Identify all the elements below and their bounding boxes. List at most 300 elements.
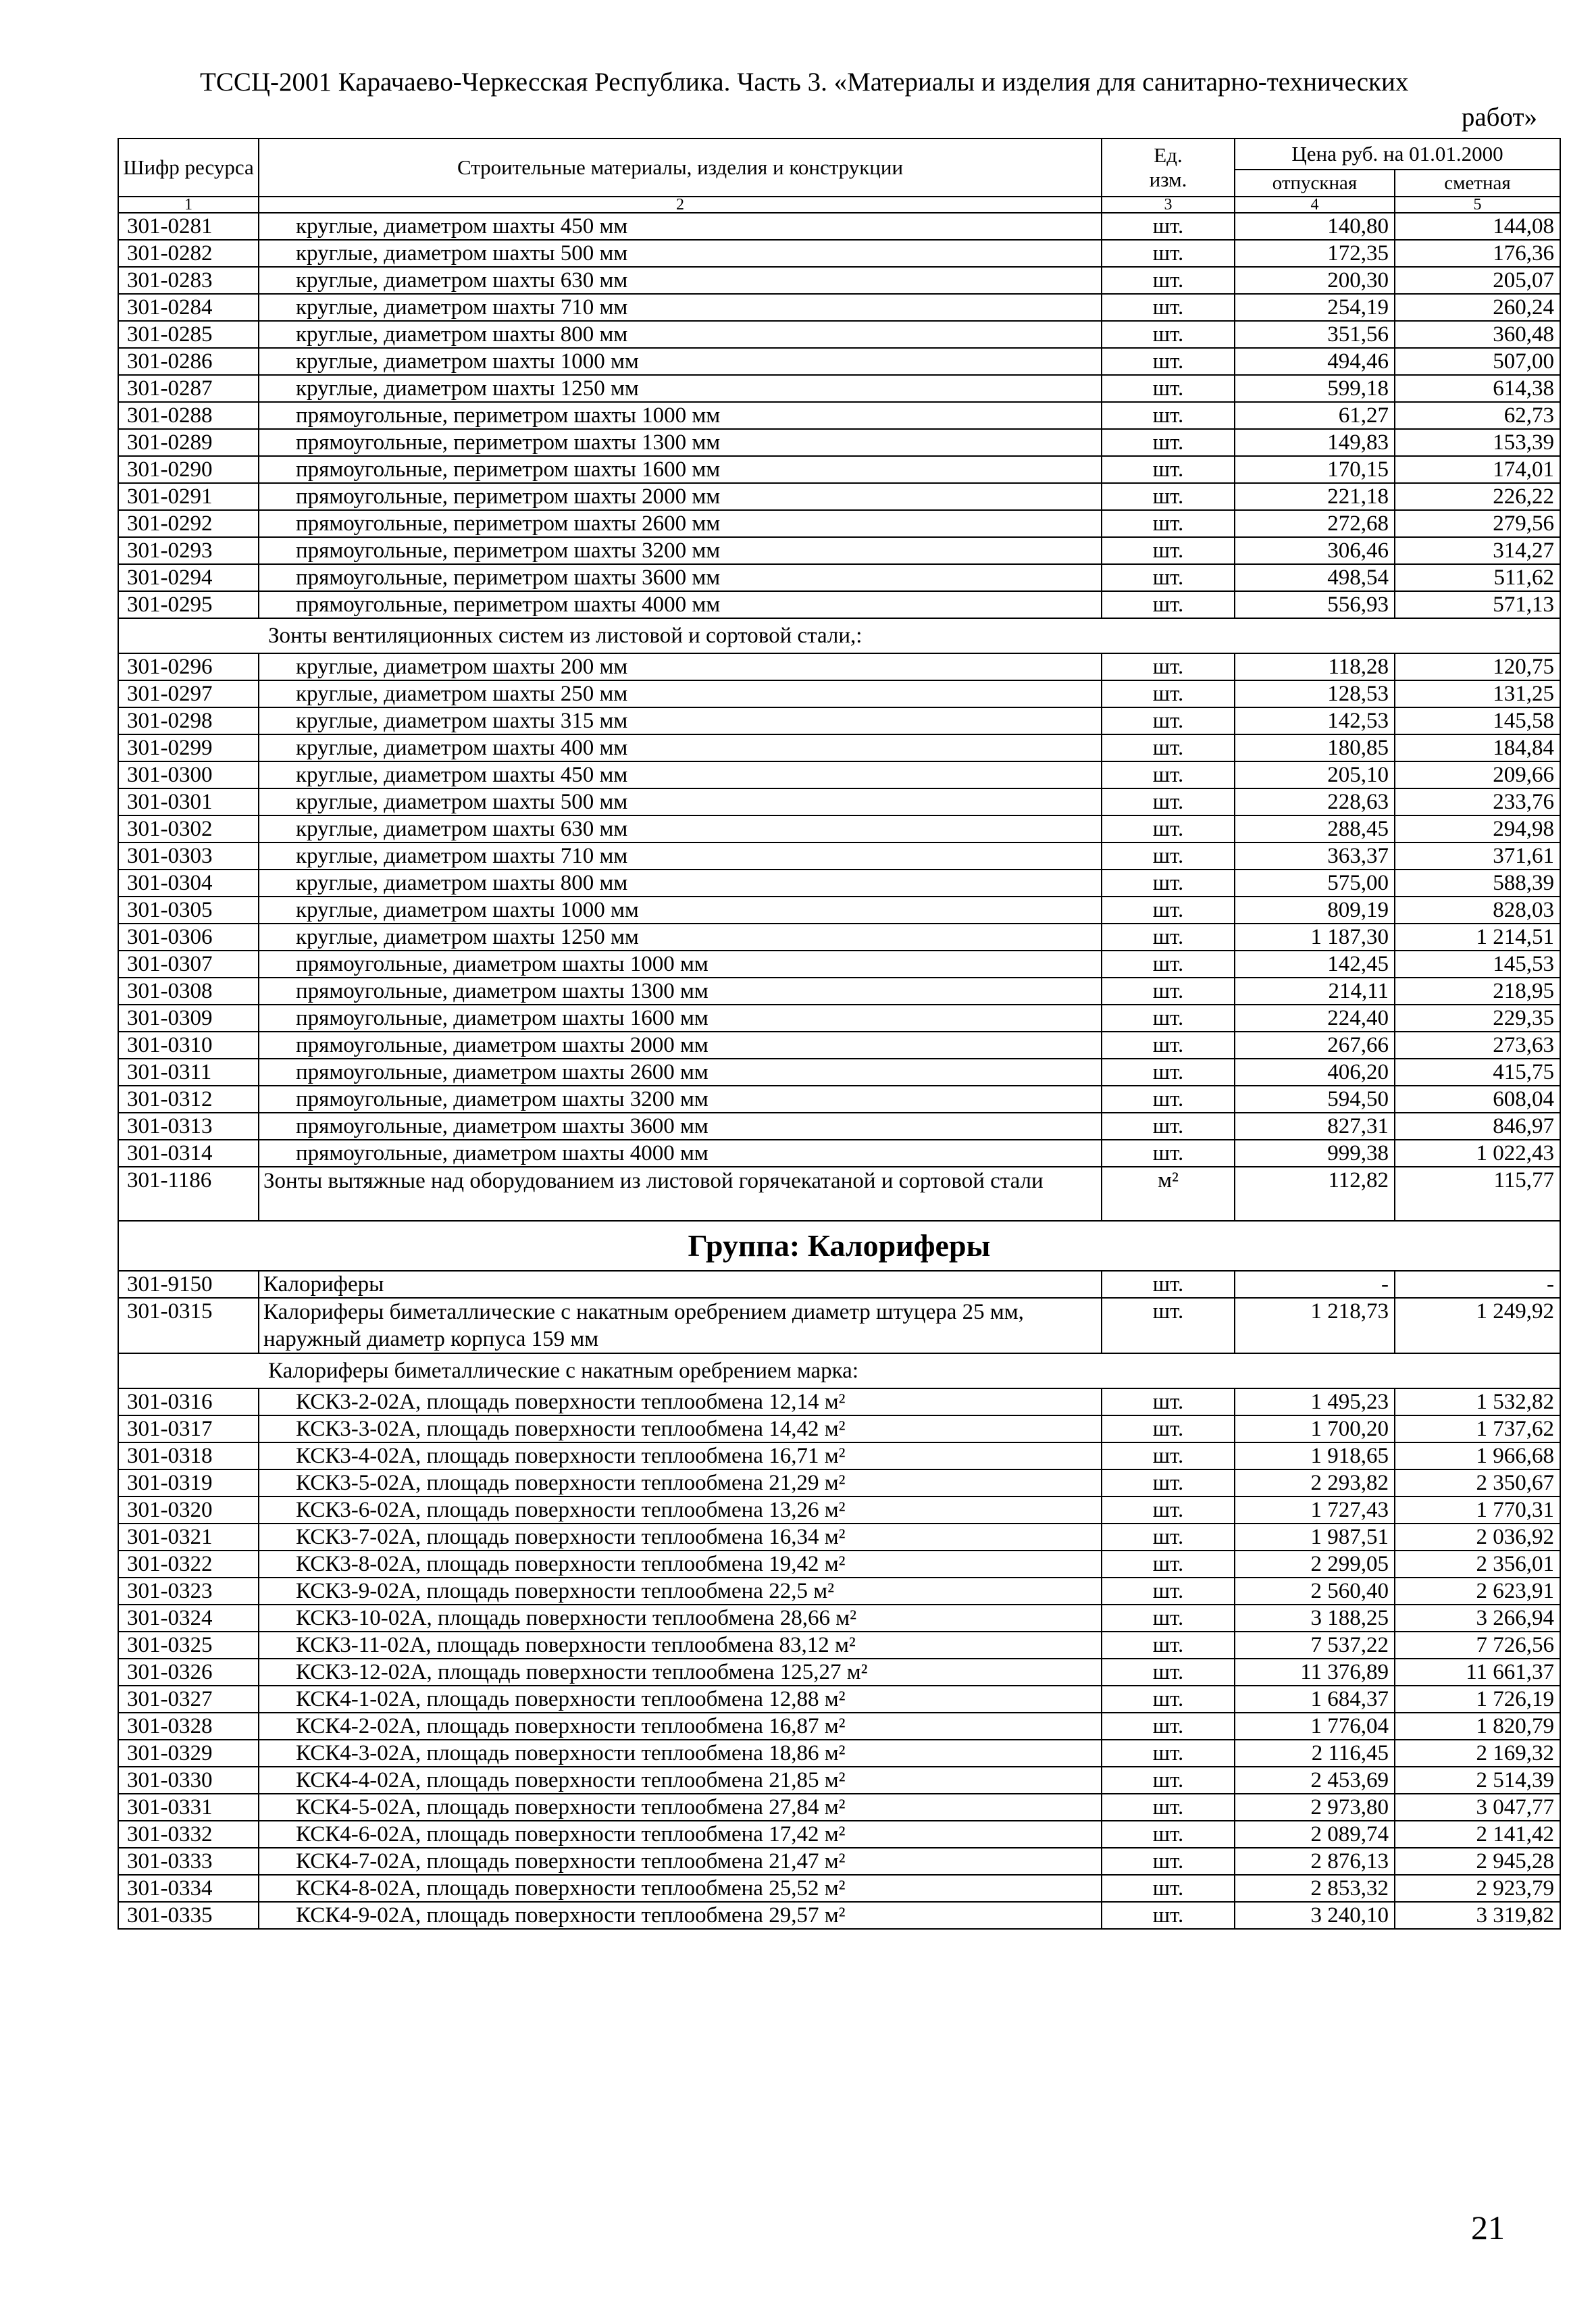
header-title-line1: ТССЦ-2001 Карачаево-Черкесская Республика. Часть 3. «Материалы и изделия для санитарно-технических xyxy=(200,68,1409,97)
release-price: 140,80 xyxy=(1235,213,1395,240)
release-price: 221,18 xyxy=(1235,483,1395,510)
release-price: 254,19 xyxy=(1235,294,1395,321)
item-name: КСК4-1-02А, площадь поверхности теплообмена 12,88 м² xyxy=(259,1686,1102,1713)
col-header-release: отпускная xyxy=(1235,170,1395,197)
resource-code: 301-0321 xyxy=(118,1524,259,1551)
resource-code: 301-0303 xyxy=(118,842,259,870)
section-row xyxy=(118,618,1560,653)
release-price: 2 299,05 xyxy=(1235,1551,1395,1578)
table-row xyxy=(118,1632,1560,1659)
table-row xyxy=(118,1740,1560,1767)
estimate-price: 1 726,19 xyxy=(1395,1686,1560,1713)
resource-code: 301-0329 xyxy=(118,1740,259,1767)
item-name: круглые, диаметром шахты 630 мм xyxy=(259,267,1102,294)
table-row xyxy=(118,1415,1560,1442)
table-header xyxy=(118,139,1560,213)
item-name: круглые, диаметром шахты 315 мм xyxy=(259,707,1102,734)
table-row xyxy=(118,1821,1560,1848)
table-row xyxy=(118,402,1560,429)
table-row xyxy=(118,951,1560,978)
table-row xyxy=(118,1298,1560,1353)
table-row xyxy=(118,564,1560,591)
table-row xyxy=(118,1686,1560,1713)
table-row xyxy=(118,1442,1560,1469)
estimate-price: 846,97 xyxy=(1395,1113,1560,1140)
table-row xyxy=(118,1578,1560,1605)
item-name: прямоугольные, периметром шахты 1600 мм xyxy=(259,456,1102,483)
resource-code: 301-0285 xyxy=(118,321,259,348)
estimate-price: 1 249,92 xyxy=(1395,1298,1560,1353)
estimate-price: 115,77 xyxy=(1395,1167,1560,1221)
estimate-price: 571,13 xyxy=(1395,591,1560,618)
resource-code: 301-0324 xyxy=(118,1605,259,1632)
page-header xyxy=(200,65,1537,135)
resource-code: 301-0289 xyxy=(118,429,259,456)
unit-cell: шт. xyxy=(1102,1442,1235,1469)
resource-code: 301-0316 xyxy=(118,1388,259,1415)
estimate-price: 511,62 xyxy=(1395,564,1560,591)
resource-code: 301-0296 xyxy=(118,653,259,680)
unit-cell: шт. xyxy=(1102,1821,1235,1848)
unit-cell: шт. xyxy=(1102,815,1235,842)
unit-cell: шт. xyxy=(1102,321,1235,348)
col-number-5: 5 xyxy=(1395,197,1560,213)
table-row xyxy=(118,483,1560,510)
item-name: круглые, диаметром шахты 500 мм xyxy=(259,240,1102,267)
release-price: 3 240,10 xyxy=(1235,1902,1395,1929)
estimate-price: 415,75 xyxy=(1395,1059,1560,1086)
unit-cell: шт. xyxy=(1102,1659,1235,1686)
unit-cell: шт. xyxy=(1102,1632,1235,1659)
item-name: круглые, диаметром шахты 1250 мм xyxy=(259,924,1102,951)
table-body xyxy=(118,213,1560,1929)
unit-cell: шт. xyxy=(1102,591,1235,618)
resource-code: 301-0283 xyxy=(118,267,259,294)
release-price: 827,31 xyxy=(1235,1113,1395,1140)
table-row xyxy=(118,1496,1560,1524)
item-name: КСК3-4-02А, площадь поверхности теплообмена 16,71 м² xyxy=(259,1442,1102,1469)
item-name: прямоугольные, диаметром шахты 4000 мм xyxy=(259,1140,1102,1167)
estimate-price: 2 514,39 xyxy=(1395,1767,1560,1794)
unit-cell: шт. xyxy=(1102,924,1235,951)
resource-code: 301-0313 xyxy=(118,1113,259,1140)
col-number-1: 1 xyxy=(118,197,259,213)
item-name: круглые, диаметром шахты 1250 мм xyxy=(259,375,1102,402)
table-row xyxy=(118,537,1560,564)
table-row xyxy=(118,870,1560,897)
resource-code: 301-0307 xyxy=(118,951,259,978)
table-row xyxy=(118,1005,1560,1032)
item-name: КСК3-11-02А, площадь поверхности теплообмена 83,12 м² xyxy=(259,1632,1102,1659)
release-price: 11 376,89 xyxy=(1235,1659,1395,1686)
table-row xyxy=(118,591,1560,618)
release-price: 112,82 xyxy=(1235,1167,1395,1221)
unit-cell: шт. xyxy=(1102,402,1235,429)
unit-cell: шт. xyxy=(1102,1005,1235,1032)
resource-code: 301-0306 xyxy=(118,924,259,951)
table-row xyxy=(118,761,1560,788)
resource-code: 301-0300 xyxy=(118,761,259,788)
resource-code: 301-0319 xyxy=(118,1469,259,1496)
item-name: Калориферы xyxy=(259,1271,1102,1298)
release-price: 170,15 xyxy=(1235,456,1395,483)
table-row xyxy=(118,1713,1560,1740)
unit-cell: шт. xyxy=(1102,483,1235,510)
item-name: КСК3-2-02А, площадь поверхности теплообмена 12,14 м² xyxy=(259,1388,1102,1415)
resource-code: 301-0312 xyxy=(118,1086,259,1113)
table-row xyxy=(118,1794,1560,1821)
item-name: КСК3-8-02А, площадь поверхности теплообмена 19,42 м² xyxy=(259,1551,1102,1578)
item-name: КСК3-5-02А, площадь поверхности теплообмена 21,29 м² xyxy=(259,1469,1102,1496)
release-price: 809,19 xyxy=(1235,897,1395,924)
table-row xyxy=(118,653,1560,680)
release-price: 351,56 xyxy=(1235,321,1395,348)
estimate-price: 7 726,56 xyxy=(1395,1632,1560,1659)
unit-cell: шт. xyxy=(1102,1059,1235,1086)
item-name: КСК4-7-02А, площадь поверхности теплообмена 21,47 м² xyxy=(259,1848,1102,1875)
item-name: КСК3-10-02А, площадь поверхности теплообмена 28,66 м² xyxy=(259,1605,1102,1632)
unit-cell: шт. xyxy=(1102,1740,1235,1767)
resource-code: 301-0308 xyxy=(118,978,259,1005)
estimate-price: 144,08 xyxy=(1395,213,1560,240)
item-name: прямоугольные, периметром шахты 3200 мм xyxy=(259,537,1102,564)
release-price: 180,85 xyxy=(1235,734,1395,761)
release-price: 228,63 xyxy=(1235,788,1395,815)
table-row xyxy=(118,1388,1560,1415)
col-header-estimate: сметная xyxy=(1395,170,1560,197)
release-price: 172,35 xyxy=(1235,240,1395,267)
item-name: круглые, диаметром шахты 450 мм xyxy=(259,761,1102,788)
estimate-price: 294,98 xyxy=(1395,815,1560,842)
resource-code: 301-0310 xyxy=(118,1032,259,1059)
release-price: 205,10 xyxy=(1235,761,1395,788)
table-row xyxy=(118,1140,1560,1167)
estimate-price: 1 820,79 xyxy=(1395,1713,1560,1740)
item-name: Зонты вытяжные над оборудованием из листовой горячекатаной и сортовой стали xyxy=(259,1167,1102,1221)
release-price: 200,30 xyxy=(1235,267,1395,294)
item-name: круглые, диаметром шахты 630 мм xyxy=(259,815,1102,842)
col-header-unit: Ед. изм. xyxy=(1102,139,1235,197)
table-row xyxy=(118,734,1560,761)
release-price: 594,50 xyxy=(1235,1086,1395,1113)
resource-code: 301-0298 xyxy=(118,707,259,734)
resource-code: 301-0305 xyxy=(118,897,259,924)
table-row xyxy=(118,897,1560,924)
estimate-price: 1 770,31 xyxy=(1395,1496,1560,1524)
estimate-price: 360,48 xyxy=(1395,321,1560,348)
resource-code: 301-0304 xyxy=(118,870,259,897)
unit-cell: шт. xyxy=(1102,1271,1235,1298)
unit-cell: шт. xyxy=(1102,1875,1235,1902)
unit-cell: шт. xyxy=(1102,213,1235,240)
estimate-price: 176,36 xyxy=(1395,240,1560,267)
unit-cell: шт. xyxy=(1102,788,1235,815)
release-price: 224,40 xyxy=(1235,1005,1395,1032)
item-name: круглые, диаметром шахты 800 мм xyxy=(259,321,1102,348)
resource-code: 301-0295 xyxy=(118,591,259,618)
table-row xyxy=(118,1875,1560,1902)
resource-code: 301-0328 xyxy=(118,1713,259,1740)
release-price: - xyxy=(1235,1271,1395,1298)
estimate-price: 11 661,37 xyxy=(1395,1659,1560,1686)
item-name: КСК4-3-02А, площадь поверхности теплообмена 18,86 м² xyxy=(259,1740,1102,1767)
release-price: 306,46 xyxy=(1235,537,1395,564)
table-row xyxy=(118,842,1560,870)
resource-code: 301-0284 xyxy=(118,294,259,321)
section-code-cell xyxy=(118,1353,259,1388)
estimate-price: 1 022,43 xyxy=(1395,1140,1560,1167)
resource-code: 301-0291 xyxy=(118,483,259,510)
item-name: круглые, диаметром шахты 1000 мм xyxy=(259,897,1102,924)
table-row xyxy=(118,1524,1560,1551)
table-row xyxy=(118,1902,1560,1929)
table-row xyxy=(118,788,1560,815)
estimate-price: 2 141,42 xyxy=(1395,1821,1560,1848)
table-row xyxy=(118,1086,1560,1113)
item-name: прямоугольные, диаметром шахты 1000 мм xyxy=(259,951,1102,978)
unit-cell: шт. xyxy=(1102,1032,1235,1059)
col-header-price: Цена руб. на 01.01.2000 xyxy=(1235,139,1560,170)
release-price: 7 537,22 xyxy=(1235,1632,1395,1659)
item-name: КСК4-9-02А, площадь поверхности теплообмена 29,57 м² xyxy=(259,1902,1102,1929)
release-price: 406,20 xyxy=(1235,1059,1395,1086)
estimate-price: 2 945,28 xyxy=(1395,1848,1560,1875)
item-name: КСК3-7-02А, площадь поверхности теплообмена 16,34 м² xyxy=(259,1524,1102,1551)
col-number-4: 4 xyxy=(1235,197,1395,213)
unit-cell: шт. xyxy=(1102,978,1235,1005)
unit-cell: м² xyxy=(1102,1167,1235,1221)
col-header-code: Шифр ресурса xyxy=(118,139,259,197)
unit-cell: шт. xyxy=(1102,1496,1235,1524)
resource-code: 301-0299 xyxy=(118,734,259,761)
resource-code: 301-0281 xyxy=(118,213,259,240)
release-price: 1 727,43 xyxy=(1235,1496,1395,1524)
item-name: КСК3-6-02А, площадь поверхности теплообмена 13,26 м² xyxy=(259,1496,1102,1524)
header-title-line2: работ» xyxy=(1461,103,1537,132)
item-name: КСК3-12-02А, площадь поверхности теплообмена 125,27 м² xyxy=(259,1659,1102,1686)
estimate-price: 174,01 xyxy=(1395,456,1560,483)
table-row xyxy=(118,1113,1560,1140)
table-row xyxy=(118,456,1560,483)
unit-cell: шт. xyxy=(1102,761,1235,788)
release-price: 128,53 xyxy=(1235,680,1395,707)
item-name: прямоугольные, диаметром шахты 2000 мм xyxy=(259,1032,1102,1059)
release-price: 2 876,13 xyxy=(1235,1848,1395,1875)
col-number-3: 3 xyxy=(1102,197,1235,213)
release-price: 118,28 xyxy=(1235,653,1395,680)
release-price: 1 700,20 xyxy=(1235,1415,1395,1442)
item-name: прямоугольные, диаметром шахты 1600 мм xyxy=(259,1005,1102,1032)
estimate-price: 1 966,68 xyxy=(1395,1442,1560,1469)
resource-code: 301-0288 xyxy=(118,402,259,429)
item-name: круглые, диаметром шахты 710 мм xyxy=(259,842,1102,870)
unit-cell: шт. xyxy=(1102,456,1235,483)
estimate-price: 588,39 xyxy=(1395,870,1560,897)
resource-code: 301-1186 xyxy=(118,1167,259,1221)
estimate-price: 2 350,67 xyxy=(1395,1469,1560,1496)
release-price: 142,45 xyxy=(1235,951,1395,978)
release-price: 3 188,25 xyxy=(1235,1605,1395,1632)
release-price: 556,93 xyxy=(1235,591,1395,618)
estimate-price: 145,58 xyxy=(1395,707,1560,734)
item-name: круглые, диаметром шахты 400 мм xyxy=(259,734,1102,761)
item-name: круглые, диаметром шахты 450 мм xyxy=(259,213,1102,240)
release-price: 2 089,74 xyxy=(1235,1821,1395,1848)
resource-code: 301-0286 xyxy=(118,348,259,375)
resource-code: 301-0334 xyxy=(118,1875,259,1902)
item-name: прямоугольные, периметром шахты 4000 мм xyxy=(259,591,1102,618)
estimate-price: 184,84 xyxy=(1395,734,1560,761)
item-name: КСК4-4-02А, площадь поверхности теплообмена 21,85 м² xyxy=(259,1767,1102,1794)
release-price: 2 453,69 xyxy=(1235,1767,1395,1794)
estimate-price: 371,61 xyxy=(1395,842,1560,870)
group-title: Группа: Калориферы xyxy=(118,1221,1560,1271)
item-name: прямоугольные, диаметром шахты 3600 мм xyxy=(259,1113,1102,1140)
release-price: 1 918,65 xyxy=(1235,1442,1395,1469)
estimate-price: 1 737,62 xyxy=(1395,1415,1560,1442)
table-row xyxy=(118,213,1560,240)
item-name: КСК4-6-02А, площадь поверхности теплообмена 17,42 м² xyxy=(259,1821,1102,1848)
table-row xyxy=(118,429,1560,456)
estimate-price: 608,04 xyxy=(1395,1086,1560,1113)
unit-cell: шт. xyxy=(1102,842,1235,870)
unit-cell: шт. xyxy=(1102,897,1235,924)
estimate-price: 205,07 xyxy=(1395,267,1560,294)
release-price: 363,37 xyxy=(1235,842,1395,870)
unit-cell: шт. xyxy=(1102,1794,1235,1821)
item-name: КСК4-5-02А, площадь поверхности теплообмена 27,84 м² xyxy=(259,1794,1102,1821)
item-name: Калориферы биметаллические с накатным оребрением диаметр штуцера 25 мм, наружный диаметр корпуса 159 мм xyxy=(259,1298,1102,1353)
item-name: круглые, диаметром шахты 200 мм xyxy=(259,653,1102,680)
table-row xyxy=(118,1271,1560,1298)
estimate-price: 120,75 xyxy=(1395,653,1560,680)
col-number-2: 2 xyxy=(259,197,1102,213)
group-row xyxy=(118,1221,1560,1271)
unit-cell: шт. xyxy=(1102,510,1235,537)
table-row xyxy=(118,375,1560,402)
item-name: прямоугольные, периметром шахты 2000 мм xyxy=(259,483,1102,510)
page-number: 21 xyxy=(1471,2209,1505,2246)
release-price: 2 560,40 xyxy=(1235,1578,1395,1605)
resource-code: 301-0282 xyxy=(118,240,259,267)
unit-cell: шт. xyxy=(1102,375,1235,402)
table-row xyxy=(118,1551,1560,1578)
unit-cell: шт. xyxy=(1102,1388,1235,1415)
unit-cell: шт. xyxy=(1102,294,1235,321)
estimate-price: 3 266,94 xyxy=(1395,1605,1560,1632)
table-row xyxy=(118,1767,1560,1794)
item-name: КСК3-9-02А, площадь поверхности теплообмена 22,5 м² xyxy=(259,1578,1102,1605)
unit-cell: шт. xyxy=(1102,734,1235,761)
table-row xyxy=(118,294,1560,321)
unit-cell: шт. xyxy=(1102,1767,1235,1794)
resource-code: 301-0320 xyxy=(118,1496,259,1524)
unit-cell: шт. xyxy=(1102,240,1235,267)
release-price: 61,27 xyxy=(1235,402,1395,429)
unit-cell: шт. xyxy=(1102,707,1235,734)
release-price: 267,66 xyxy=(1235,1032,1395,1059)
table-row xyxy=(118,240,1560,267)
estimate-price: 828,03 xyxy=(1395,897,1560,924)
resource-code: 301-0309 xyxy=(118,1005,259,1032)
release-price: 288,45 xyxy=(1235,815,1395,842)
section-title: Калориферы биметаллические с накатным оребрением марка: xyxy=(259,1353,1560,1388)
item-name: прямоугольные, диаметром шахты 3200 мм xyxy=(259,1086,1102,1113)
estimate-price: 1 214,51 xyxy=(1395,924,1560,951)
table-row xyxy=(118,267,1560,294)
item-name: круглые, диаметром шахты 800 мм xyxy=(259,870,1102,897)
item-name: прямоугольные, диаметром шахты 1300 мм xyxy=(259,978,1102,1005)
unit-cell: шт. xyxy=(1102,653,1235,680)
unit-cell: шт. xyxy=(1102,1902,1235,1929)
unit-cell: шт. xyxy=(1102,1551,1235,1578)
estimate-price: 131,25 xyxy=(1395,680,1560,707)
estimate-price: 3 319,82 xyxy=(1395,1902,1560,1929)
unit-cell: шт. xyxy=(1102,1298,1235,1353)
release-price: 272,68 xyxy=(1235,510,1395,537)
resource-code: 301-9150 xyxy=(118,1271,259,1298)
estimate-price: 260,24 xyxy=(1395,294,1560,321)
table-row xyxy=(118,321,1560,348)
resource-code: 301-0302 xyxy=(118,815,259,842)
table-row xyxy=(118,510,1560,537)
item-name: прямоугольные, периметром шахты 1000 мм xyxy=(259,402,1102,429)
unit-cell: шт. xyxy=(1102,1469,1235,1496)
estimate-price: 2 036,92 xyxy=(1395,1524,1560,1551)
resource-code: 301-0326 xyxy=(118,1659,259,1686)
release-price: 2 853,32 xyxy=(1235,1875,1395,1902)
resource-code: 301-0333 xyxy=(118,1848,259,1875)
unit-cell: шт. xyxy=(1102,680,1235,707)
item-name: круглые, диаметром шахты 710 мм xyxy=(259,294,1102,321)
estimate-price: - xyxy=(1395,1271,1560,1298)
unit-cell: шт. xyxy=(1102,1686,1235,1713)
resource-code: 301-0314 xyxy=(118,1140,259,1167)
unit-cell: шт. xyxy=(1102,564,1235,591)
release-price: 214,11 xyxy=(1235,978,1395,1005)
estimate-price: 279,56 xyxy=(1395,510,1560,537)
unit-cell: шт. xyxy=(1102,1524,1235,1551)
item-name: прямоугольные, периметром шахты 2600 мм xyxy=(259,510,1102,537)
resource-code: 301-0331 xyxy=(118,1794,259,1821)
table-row xyxy=(118,1659,1560,1686)
estimate-price: 145,53 xyxy=(1395,951,1560,978)
estimate-price: 229,35 xyxy=(1395,1005,1560,1032)
estimate-price: 153,39 xyxy=(1395,429,1560,456)
table-row xyxy=(118,1848,1560,1875)
resource-code: 301-0293 xyxy=(118,537,259,564)
table-row xyxy=(118,1167,1560,1221)
section-row xyxy=(118,1353,1560,1388)
unit-cell: шт. xyxy=(1102,537,1235,564)
resource-code: 301-0318 xyxy=(118,1442,259,1469)
release-price: 599,18 xyxy=(1235,375,1395,402)
table-row xyxy=(118,924,1560,951)
resource-code: 301-0323 xyxy=(118,1578,259,1605)
unit-cell: шт. xyxy=(1102,1086,1235,1113)
unit-cell: шт. xyxy=(1102,1848,1235,1875)
resource-code: 301-0335 xyxy=(118,1902,259,1929)
resource-code: 301-0317 xyxy=(118,1415,259,1442)
estimate-price: 2 923,79 xyxy=(1395,1875,1560,1902)
item-name: круглые, диаметром шахты 1000 мм xyxy=(259,348,1102,375)
estimate-price: 62,73 xyxy=(1395,402,1560,429)
resource-code: 301-0322 xyxy=(118,1551,259,1578)
release-price: 2 116,45 xyxy=(1235,1740,1395,1767)
estimate-price: 226,22 xyxy=(1395,483,1560,510)
estimate-price: 218,95 xyxy=(1395,978,1560,1005)
estimate-price: 233,76 xyxy=(1395,788,1560,815)
